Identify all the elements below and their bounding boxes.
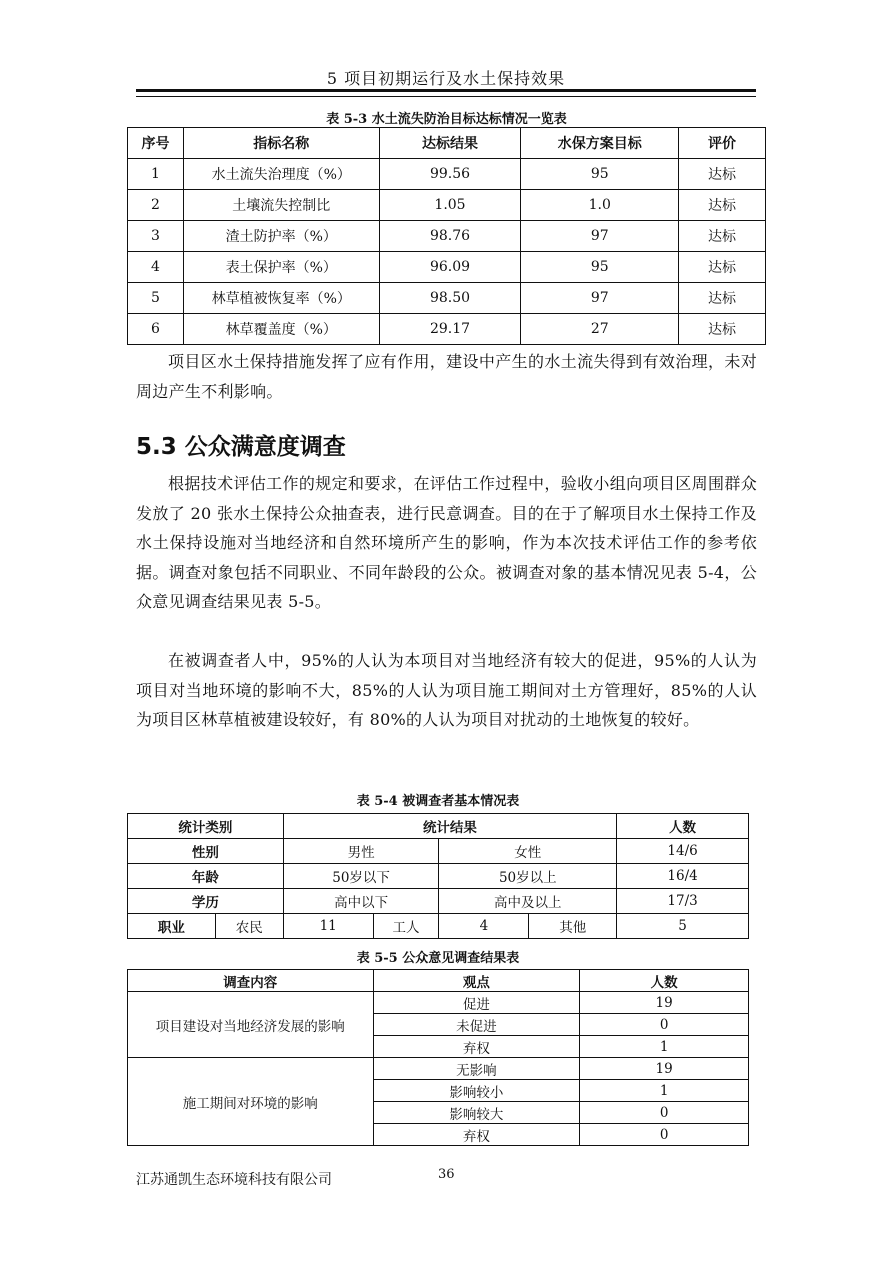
cell-result: 99.56 xyxy=(379,159,521,190)
cell-index: 5 xyxy=(128,283,184,314)
cell-count: 14/6 xyxy=(617,839,749,864)
cell-index: 1 xyxy=(128,159,184,190)
cell-target: 97 xyxy=(521,283,679,314)
table-header-row xyxy=(128,128,766,159)
cell-index: 4 xyxy=(128,252,184,283)
table-5-5 xyxy=(127,969,749,1146)
col-header: 评价 xyxy=(679,128,766,159)
table-5-3-caption: 表 5-3 水土流失防治目标达标情况一览表 xyxy=(326,112,567,127)
cell-value: 农民 xyxy=(215,914,283,939)
table-5-4 xyxy=(127,813,749,939)
col-header: 人数 xyxy=(617,814,749,839)
cell-target: 1.0 xyxy=(521,190,679,221)
paragraph-effect: 项目区水土保持措施发挥了应有作用，建设中产生的水土流失得到有效治理，未对周边产生不利影响。 xyxy=(136,352,757,401)
cell-opinion: 无影响 xyxy=(373,1058,580,1080)
cell-count: 4 xyxy=(439,914,529,939)
cell-value: 50岁以上 xyxy=(439,864,617,889)
cell-result: 29.17 xyxy=(379,314,521,345)
cell-value: 男性 xyxy=(283,839,439,864)
cell-index: 3 xyxy=(128,221,184,252)
cell-evaluation: 达标 xyxy=(679,252,766,283)
page-number: 36 xyxy=(438,1167,455,1182)
table-header-row xyxy=(128,814,749,839)
cell-result: 98.76 xyxy=(379,221,521,252)
cell-value: 高中及以上 xyxy=(439,889,617,914)
cell-result: 1.05 xyxy=(379,190,521,221)
cell-count: 1 xyxy=(580,1036,749,1058)
cell-count: 19 xyxy=(580,1058,749,1080)
cell-count: 19 xyxy=(580,992,749,1014)
table-5-5-caption: 表 5-5 公众意见调查结果表 xyxy=(356,951,520,966)
cell-opinion: 促进 xyxy=(373,992,580,1014)
table-row xyxy=(128,1058,749,1080)
cell-evaluation: 达标 xyxy=(679,314,766,345)
row-category: 年龄 xyxy=(128,864,284,889)
cell-result: 98.50 xyxy=(379,283,521,314)
cell-count: 17/3 xyxy=(617,889,749,914)
cell-opinion: 弃权 xyxy=(373,1036,580,1058)
table-row xyxy=(128,221,766,252)
table-row xyxy=(128,889,749,914)
cell-target: 97 xyxy=(521,221,679,252)
cell-count: 0 xyxy=(580,1102,749,1124)
cell-target: 95 xyxy=(521,252,679,283)
col-header: 观点 xyxy=(373,970,580,992)
cell-indicator: 渣土防护率（%） xyxy=(183,221,379,252)
cell-value: 女性 xyxy=(439,839,617,864)
cell-count: 11 xyxy=(283,914,373,939)
table-row xyxy=(128,283,766,314)
row-category: 学历 xyxy=(128,889,284,914)
table-row xyxy=(128,864,749,889)
cell-value: 高中以下 xyxy=(283,889,439,914)
cell-evaluation: 达标 xyxy=(679,190,766,221)
cell-target: 95 xyxy=(521,159,679,190)
cell-topic: 项目建设对当地经济发展的影响 xyxy=(128,992,374,1058)
col-header: 人数 xyxy=(580,970,749,992)
cell-opinion: 影响较小 xyxy=(373,1080,580,1102)
col-header: 统计结果 xyxy=(283,814,616,839)
col-header: 调查内容 xyxy=(128,970,374,992)
cell-evaluation: 达标 xyxy=(679,159,766,190)
col-header: 序号 xyxy=(128,128,184,159)
cell-opinion: 弃权 xyxy=(373,1124,580,1146)
table-row xyxy=(128,252,766,283)
cell-value: 工人 xyxy=(373,914,439,939)
paragraph-survey-intro: 根据技术评估工作的规定和要求，在评估工作过程中，验收小组向项目区周围群众发放了 20 张水土保持公众抽查表，进行民意调查。目的在于了解项目水土保持工作及水土保持设施对当地经济和自然环境所产生的影响，作为本次技术评估工作的参考依据。调查对象包括不同职业、不同年龄段的公众。被调查对象的基本情况见表 5-4，公众意见调查结果见表 5-5。 xyxy=(136,474,757,611)
cell-indicator: 林草覆盖度（%） xyxy=(183,314,379,345)
section-heading: 5.3 公众满意度调查 xyxy=(136,434,346,460)
table-row xyxy=(128,839,749,864)
cell-evaluation: 达标 xyxy=(679,221,766,252)
table-row xyxy=(128,159,766,190)
table-row xyxy=(128,190,766,221)
cell-opinion: 未促进 xyxy=(373,1014,580,1036)
col-header: 统计类别 xyxy=(128,814,284,839)
row-category: 性别 xyxy=(128,839,284,864)
cell-count: 0 xyxy=(580,1014,749,1036)
cell-value: 其他 xyxy=(529,914,617,939)
footer-company: 江苏通凯生态环境科技有限公司 xyxy=(136,1172,332,1188)
table-row xyxy=(128,914,749,939)
table-row xyxy=(128,314,766,345)
table-header-row xyxy=(128,970,749,992)
cell-target: 27 xyxy=(521,314,679,345)
cell-count: 16/4 xyxy=(617,864,749,889)
cell-opinion: 影响较大 xyxy=(373,1102,580,1124)
cell-count: 0 xyxy=(580,1124,749,1146)
cell-count: 1 xyxy=(580,1080,749,1102)
cell-indicator: 林草植被恢复率（%） xyxy=(183,283,379,314)
cell-value: 50岁以下 xyxy=(283,864,439,889)
table-5-3 xyxy=(127,127,766,345)
cell-indicator: 土壤流失控制比 xyxy=(183,190,379,221)
cell-index: 6 xyxy=(128,314,184,345)
header-rule xyxy=(136,89,756,97)
cell-topic: 施工期间对环境的影响 xyxy=(128,1058,374,1146)
cell-indicator: 水土流失治理度（%） xyxy=(183,159,379,190)
col-header: 达标结果 xyxy=(379,128,521,159)
table-5-4-caption: 表 5-4 被调查者基本情况表 xyxy=(356,794,520,809)
cell-result: 96.09 xyxy=(379,252,521,283)
cell-index: 2 xyxy=(128,190,184,221)
col-header: 指标名称 xyxy=(183,128,379,159)
row-category: 职业 xyxy=(128,914,216,939)
cell-count: 5 xyxy=(617,914,749,939)
paragraph-survey-results: 在被调查者人中，95%的人认为本项目对当地经济有较大的促进，95%的人认为项目对当地环境的影响不大，85%的人认为项目施工期间对土方管理好，85%的人认为项目区林草植被建设较好，有 80%的人认为项目对扰动的土地恢复的较好。 xyxy=(136,651,757,729)
col-header: 水保方案目标 xyxy=(521,128,679,159)
cell-indicator: 表土保护率（%） xyxy=(183,252,379,283)
page-header-title: 5 项目初期运行及水土保持效果 xyxy=(326,69,566,88)
table-row xyxy=(128,992,749,1014)
cell-evaluation: 达标 xyxy=(679,283,766,314)
